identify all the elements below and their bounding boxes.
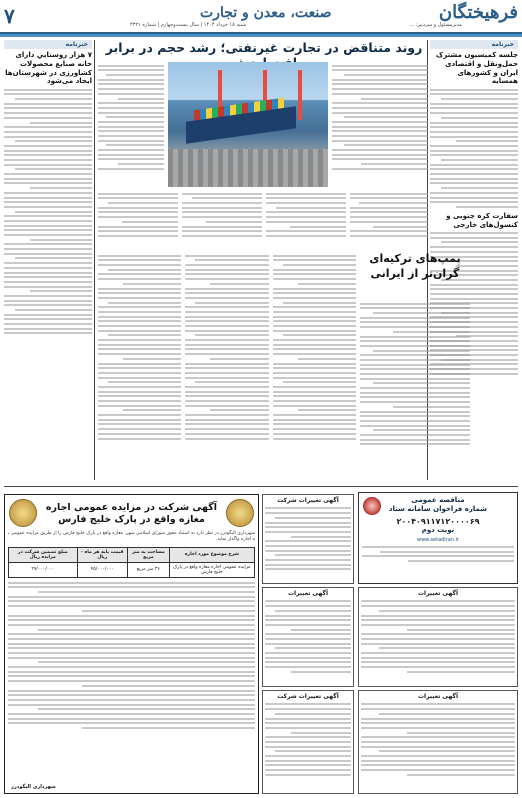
municipality-emblem-icon bbox=[226, 499, 254, 527]
ad-base-price: ۴۵/۰۰۰/۰۰۰ bbox=[77, 562, 127, 577]
tender-subheading: شماره فراخوان سامانه ستاد bbox=[388, 505, 488, 514]
notice-title: آگهی تغییرات bbox=[287, 590, 329, 597]
organization-emblem-icon bbox=[363, 497, 381, 515]
page-number: ۷ bbox=[4, 4, 15, 28]
feature-title: پمپ‌های ترکیه‌ای گران‌تر از ایرانی bbox=[369, 252, 461, 280]
ad-guarantee: ۲۷/۰۰۰/۰۰۰ bbox=[9, 562, 78, 577]
ad-table-header: مساحت به متر مربع bbox=[127, 547, 169, 562]
feature-side-body bbox=[360, 300, 470, 480]
notice-box bbox=[358, 690, 518, 794]
tender-number: ۲۰۰۴۰۹۱۱۷۱۲۰۰۰۰۶۹ bbox=[396, 516, 480, 526]
lead-continuation-4 bbox=[350, 190, 428, 248]
ad-conditions bbox=[8, 582, 255, 729]
ad-title: آگهی شرکت در مزایده عمومی اجاره مغازه واقع در پارک خلیج فارس bbox=[45, 502, 218, 526]
section-title: صنعت، معدن و تجارت bbox=[200, 5, 332, 21]
lead-headline: روند متناقض در تجارت غیرنفتی؛ رشد حجم در برابر bbox=[105, 40, 423, 55]
ad-subject: مزایده عمومی اجاره مغازه واقع در پارک خلیج فارس bbox=[169, 562, 254, 577]
lead-body-left bbox=[98, 62, 164, 187]
masthead-accent-bar bbox=[0, 34, 522, 37]
tender-subtitle: نوبت دوم bbox=[421, 525, 455, 534]
news-label: خبرنامه bbox=[4, 40, 92, 49]
notice-title: آگهی تغییرات bbox=[417, 590, 459, 597]
tender-website: www.setadiran.ir bbox=[417, 537, 459, 544]
notice-box bbox=[262, 587, 354, 687]
lead-continuation-2 bbox=[182, 190, 262, 248]
ad-table bbox=[8, 547, 255, 578]
horizontal-divider bbox=[4, 486, 518, 487]
ad-signature: شهرداری الیگودرز bbox=[11, 784, 56, 790]
tender-heading: مناقصه عمومی bbox=[411, 496, 465, 504]
masthead-meta-left: شنبه ۱۸ خرداد ۱۴۰۴ | سال بیست‌وچهارم | شماره ۴۳۲۱ bbox=[130, 22, 247, 28]
masthead-meta-right: مدیرمسئول و سردبیر: ... bbox=[409, 22, 462, 28]
feature-body bbox=[98, 252, 356, 480]
municipality-emblem-icon bbox=[9, 499, 37, 527]
table-row bbox=[9, 562, 255, 577]
notice-title: آگهی تغییرات شرکت bbox=[277, 497, 339, 504]
lead-body-right bbox=[332, 62, 428, 187]
notice-box bbox=[358, 587, 518, 687]
news-title: جلسه کمیسیون مشترک حمل‌ونقل و اقتصادی ایران و کشورهای همسایه bbox=[436, 51, 518, 86]
column-divider bbox=[94, 40, 95, 480]
ad-table-header: قیمت پایه هر ماه - ریال bbox=[77, 547, 127, 562]
newspaper-logo: فرهیختگان bbox=[438, 2, 518, 23]
notice-title: آگهی تغییرات شرکت bbox=[277, 693, 339, 700]
port-container-ship-photo bbox=[168, 62, 328, 187]
ad-intro: شهرداری الیگودرز در نظر دارد به استناد مجوز شورای اسلامی شهر، مغازه واقع در پارک خلیج فارس را از طریق مزایده عمومی به اجاره واگذار نماید. bbox=[8, 530, 255, 542]
lead-continuation-1 bbox=[98, 190, 178, 248]
news-body bbox=[4, 89, 92, 335]
ad-area: ۳۶ متر مربع bbox=[127, 562, 169, 577]
ad-table-header: شرح موضوع مورد اجاره bbox=[169, 547, 254, 562]
ad-table-header: مبلغ تضمین شرکت در مزایده ریال bbox=[9, 547, 78, 562]
news-title: ۷ هزار روستاییِ دارای خانه صنایع محصولات کشاورزی در شهرستان‌ها ایجاد می‌شود bbox=[5, 51, 92, 86]
lead-continuation-3 bbox=[266, 190, 346, 248]
notice-box bbox=[262, 690, 354, 794]
auction-ad bbox=[4, 494, 259, 794]
news-second-title: سفارت کره جنوبی و کنسول‌های خارجی bbox=[446, 211, 518, 229]
masthead bbox=[0, 0, 522, 34]
news-body bbox=[430, 89, 518, 208]
notice-title: آگهی تغییرات bbox=[417, 693, 459, 700]
news-label: خبرنامه bbox=[430, 40, 518, 49]
notice-box bbox=[262, 494, 354, 584]
news-column-left bbox=[4, 40, 92, 480]
tender-ad bbox=[358, 492, 518, 584]
